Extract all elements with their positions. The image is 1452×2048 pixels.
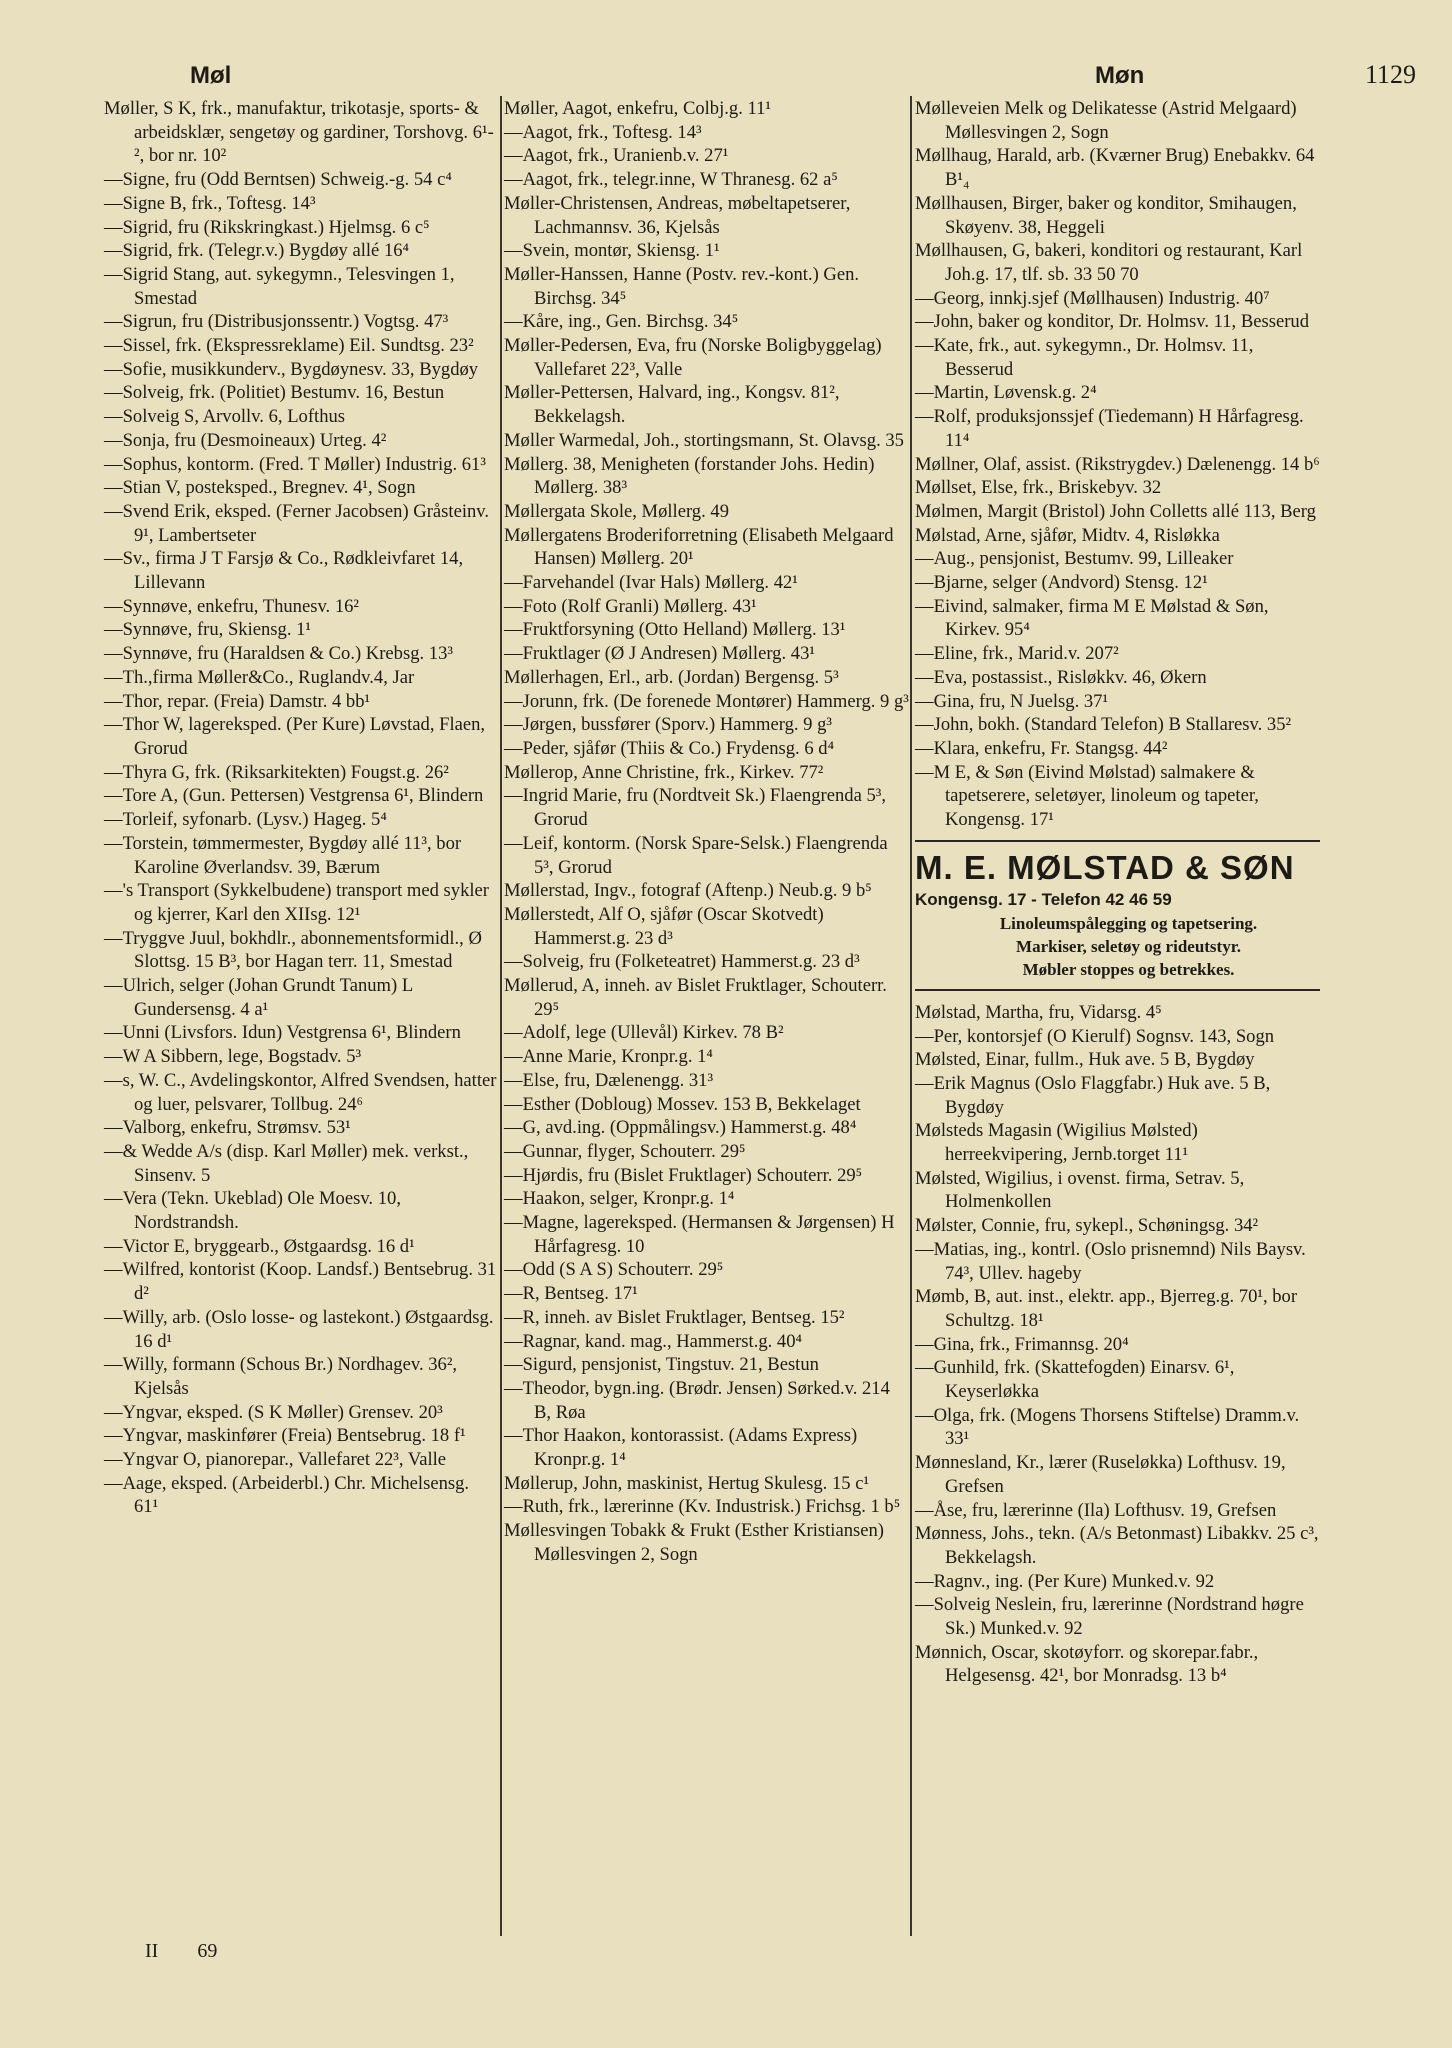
directory-entry: —G, avd.ing. (Oppmålingsv.) Hammerst.g. 48⁴	[504, 1117, 857, 1139]
directory-entry: —Erik Magnus (Oslo Flaggfabr.) Huk ave. 5 B, Bygdøy	[915, 1072, 1271, 1118]
directory-entry: Møller-Hanssen, Hanne (Postv. rev.-kont.) Gen. Birchsg. 34⁵	[504, 263, 860, 309]
directory-entry: Møller-Christensen, Andreas, møbeltapetserer, Lachmannsv. 36, Kjelsås	[504, 192, 851, 238]
directory-entry: —Th.,firma Møller&Co., Ruglandv.4, Jar	[104, 666, 415, 688]
directory-entry: —Thor W, lagereksped. (Per Kure) Løvstad, Flaen, Grorud	[104, 714, 486, 759]
directory-entry: Møllerhagen, Erl., arb. (Jordan) Bergensg. 5³	[504, 666, 839, 688]
directory-entry: —Ragnar, kand. mag., Hammerst.g. 40⁴	[504, 1330, 803, 1352]
directory-entry: —Foto (Rolf Granli) Møllerg. 43¹	[504, 595, 757, 617]
directory-entry: —Sonja, fru (Desmoineaux) Urteg. 4²	[104, 429, 387, 451]
directory-entry: —Gina, fru, N Juelsg. 37¹	[915, 690, 1109, 712]
directory-entry: Møllerstedt, Alf O, sjåfør (Oscar Skotvedt) Hammerst.g. 23 d³	[504, 903, 824, 949]
directory-entry: —Per, kontorsjef (O Kierulf) Sognsv. 143, Sogn	[915, 1025, 1275, 1047]
directory-entry: Mønnesland, Kr., lærer (Ruseløkka) Lofthusv. 19, Grefsen	[915, 1452, 1286, 1497]
directory-entry: —Eivind, salmaker, firma M E Mølstad & Søn, Kirkev. 95⁴	[915, 595, 1269, 641]
directory-entry: Mølster, Connie, fru, sykepl., Schøningsg. 34²	[915, 1215, 1259, 1237]
directory-entry: —Ragnv., ing. (Per Kure) Munked.v. 92	[915, 1570, 1215, 1592]
directory-entry: Møller-Pedersen, Eva, fru (Norske Boligbyggelag) Vallefaret 22³, Valle	[504, 335, 882, 380]
directory-entry: —Sissel, frk. (Ekspressreklame) Eil. Sundtsg. 23²	[104, 335, 474, 357]
directory-entry: —Solveig Neslein, fru, lærerinne (Nordstrand høgre Sk.) Munked.v. 92	[915, 1594, 1304, 1640]
directory-entry: Møllset, Else, frk., Briskebyv. 32	[915, 477, 1162, 499]
directory-entry: —Haakon, selger, Kronpr.g. 1⁴	[504, 1188, 735, 1210]
directory-entry: —Torstein, tømmermester, Bygdøy allé 11³, bor Karoline Øverlandsv. 39, Bærum	[104, 832, 462, 878]
directory-entry: Møller, S K, frk., manufaktur, trikotasje, sports- & arbeidsklær, sengetøy og gardiner, Torshovg. 6¹-², bor nr. 10²	[104, 98, 494, 167]
directory-entry: Mømb, B, aut. inst., elektr. app., Bjerreg.g. 70¹, bor Schultzg. 18¹	[915, 1286, 1298, 1331]
directory-entry: —Signe B, frk., Toftesg. 14³	[104, 192, 316, 214]
directory-entry: —Fruktlager (Ø J Andresen) Møllerg. 43¹	[504, 643, 815, 665]
directory-entry: —Hjørdis, fru (Bislet Fruktlager) Schouterr. 29⁵	[504, 1164, 863, 1186]
directory-entry: —Peder, sjåfør (Thiis & Co.) Frydensg. 6 d⁴	[504, 737, 835, 759]
directory-entry: —Fruktforsyning (Otto Helland) Møllerg. 13¹	[504, 619, 846, 641]
directory-entry: —Sophus, kontorm. (Fred. T Møller) Industrig. 61³	[104, 453, 486, 475]
directory-entry: —Solveig, frk. (Politiet) Bestumv. 16, Bestun	[104, 382, 445, 404]
directory-entry: Møllerop, Anne Christine, frk., Kirkev. 77²	[504, 761, 824, 783]
directory-entry: Møllerud, A, inneh. av Bislet Fruktlager, Schouterr. 29⁵	[504, 975, 887, 1020]
ad-line: Linoleumspålegging og tapetsering.	[999, 913, 1258, 933]
ad-line: Møbler stoppes og betrekkes.	[1022, 959, 1235, 979]
directory-entry: —Synnøve, enkefru, Thunesv. 16²	[104, 595, 360, 617]
directory-entry: —Svend Erik, eksped. (Ferner Jacobsen) Gråsteinv. 9¹, Lambertseter	[104, 500, 490, 546]
directory-entry: —Thyra G, frk. (Riksarkitekten) Fougst.g. 26²	[104, 761, 449, 783]
directory-entry: —Wilfred, kontorist (Koop. Landsf.) Bentsebrug. 31 d²	[104, 1259, 497, 1305]
directory-entry: —Odd (S A S) Schouterr. 29⁵	[504, 1259, 724, 1281]
header-right-keyword: Møn	[1095, 62, 1145, 89]
directory-entry: —Unni (Livsfors. Idun) Vestgrensa 6¹, Blindern	[104, 1022, 461, 1044]
directory-entry: —Victor E, bryggearb., Østgaardsg. 16 d¹	[104, 1235, 415, 1257]
directory-entry: —Stian V, posteksped., Bregnev. 4¹, Sogn	[104, 477, 416, 499]
directory-entry: —Yngvar O, pianorepar., Vallefaret 22³, Valle	[104, 1449, 447, 1471]
directory-entry: Møllergatens Broderiforretning (Elisabeth Melgaard Hansen) Møllerg. 20¹	[504, 524, 894, 570]
directory-entry: —Matias, ing., kontrl. (Oslo prisnemnd) Nils Baysv. 74³, Ullev. hageby	[915, 1238, 1306, 1284]
directory-entry: Mølsted, Wigilius, i ovenst. firma, Setrav. 5, Holmenkollen	[915, 1167, 1245, 1213]
directory-entry: —Willy, arb. (Oslo losse- og lastekont.) Østgaardsg. 16 d¹	[104, 1306, 494, 1352]
page-number: 1129	[1364, 60, 1416, 89]
directory-entry: Mølsted, Einar, fullm., Huk ave. 5 B, Bygdøy	[915, 1049, 1255, 1071]
directory-entry: —Solveig S, Arvollv. 6, Lofthus	[104, 406, 346, 428]
directory-entry: Møller-Pettersen, Halvard, ing., Kongsv. 81², Bekkelagsh.	[504, 382, 840, 428]
directory-entry: —Yngvar, maskinfører (Freia) Bentsebrug. 18 f¹	[104, 1425, 466, 1447]
directory-entry: —Thor Haakon, kontorassist. (Adams Express) Kronpr.g. 1⁴	[504, 1425, 858, 1471]
directory-entry: —Ingrid Marie, fru (Nordtveit Sk.) Flaengrenda 5³, Grorud	[504, 785, 886, 831]
directory-entry: —Farvehandel (Ivar Hals) Møllerg. 42¹	[504, 572, 798, 594]
directory-entry: —Kåre, ing., Gen. Birchsg. 34⁵	[504, 311, 739, 333]
directory-entry: —Vera (Tekn. Ukeblad) Ole Moesv. 10, Nordstrandsh.	[104, 1188, 401, 1234]
directory-entry: —Ruth, frk., lærerinne (Kv. Industrisk.) Frichsg. 1 b⁵	[504, 1496, 901, 1518]
directory-entry: —Adolf, lege (Ullevål) Kirkev. 78 B²	[504, 1022, 784, 1044]
directory-entry: —'s Transport (Sykkelbudene) transport med sykler og kjerrer, Karl den XIIsg. 12¹	[104, 880, 489, 925]
directory-entry: —Aagot, frk., telegr.inne, W Thranesg. 62 a⁵	[504, 169, 838, 191]
ad-contact: Kongensg. 17 - Telefon 42 46 59	[915, 889, 1172, 909]
directory-entry: —M E, & Søn (Eivind Mølstad) salmakere & tapetserere, seletøyer, linoleum og tapeter, Kongensg. 17¹	[915, 761, 1259, 831]
directory-entry: Møllner, Olaf, assist. (Rikstrygdev.) Dælenengg. 14 b⁶	[915, 453, 1320, 475]
directory-entry: —Else, fru, Dælenengg. 31³	[504, 1069, 714, 1091]
directory-entry: Mølstad, Arne, sjåfør, Midtv. 4, Risløkka	[915, 524, 1220, 546]
directory-entry: —Rolf, produksjonssjef (Tiedemann) H Hårfagresg. 11⁴	[915, 406, 1304, 451]
directory-entry: —R, Bentseg. 17¹	[504, 1283, 638, 1305]
directory-entry: Mønness, Johs., tekn. (A/s Betonmast) Libakkv. 25 c³, Bekkelagsh.	[915, 1523, 1319, 1568]
directory-entry: —Sigrid Stang, aut. sykegymn., Telesvingen 1, Smestad	[104, 263, 455, 309]
column-2	[504, 97, 910, 1567]
directory-entry: —Synnøve, fru, Skiensg. 1¹	[104, 619, 312, 641]
directory-entry: —Tore A, (Gun. Pettersen) Vestgrensa 6¹, Blindern	[104, 785, 484, 807]
directory-entry: —Aage, eksped. (Arbeiderbl.) Chr. Michelsensg. 61¹	[104, 1472, 470, 1518]
directory-entry: —Magne, lagereksped. (Hermansen & Jørgensen) H Hårfagresg. 10	[504, 1212, 895, 1257]
directory-entry: —Sigrid, fru (Rikskringkast.) Hjelmsg. 6 c⁵	[104, 216, 430, 238]
column-divider	[910, 96, 912, 1936]
directory-entry: Møllerstad, Ingv., fotograf (Aftenp.) Neub.g. 9 b⁵	[504, 880, 872, 902]
column-3-entries-top	[915, 97, 1320, 832]
directory-entry: —Åse, fru, lærerinne (Ila) Lofthusv. 19, Grefsen	[915, 1499, 1277, 1521]
directory-entry: —Eline, frk., Marid.v. 207²	[915, 643, 1119, 665]
directory-entry: —Eva, postassist., Risløkkv. 46, Økern	[915, 666, 1207, 688]
directory-entry: —Jørgen, bussfører (Sporv.) Hammerg. 9 g³	[504, 714, 832, 736]
directory-entry: —Klara, enkefru, Fr. Stangsg. 44²	[915, 737, 1168, 759]
directory-entry: —Aagot, frk., Uranienb.v. 27¹	[504, 145, 729, 167]
directory-entry: —Torleif, syfonarb. (Lysv.) Hageg. 5⁴	[104, 809, 387, 831]
directory-entry: —Gunhild, frk. (Skattefogden) Einarsv. 6¹, Keyserløkka	[915, 1357, 1235, 1403]
directory-entry: —Sigrid, frk. (Telegr.v.) Bygdøy allé 16⁴	[104, 240, 410, 262]
directory-entry: Møllhausen, Birger, baker og konditor, Smihaugen, Skøyenv. 38, Heggeli	[915, 192, 1297, 238]
directory-entry: Mølleveien Melk og Delikatesse (Astrid Melgaard) Møllesvingen 2, Sogn	[915, 98, 1297, 143]
directory-entry: —Bjarne, selger (Andvord) Stensg. 12¹	[915, 572, 1208, 594]
directory-entry: —Kate, frk., aut. sykegymn., Dr. Holmsv. 11, Besserud	[915, 335, 1254, 380]
directory-entry: —Sigurd, pensjonist, Tingstuv. 21, Bestun	[504, 1354, 819, 1376]
directory-entry: —Yngvar, eksped. (S K Møller) Grensev. 20³	[104, 1401, 443, 1423]
directory-entry: —Ulrich, selger (Johan Grundt Tanum) L Gundersensg. 4 a¹	[104, 975, 413, 1020]
directory-entry: —Aug., pensjonist, Bestumv. 99, Lilleaker	[915, 548, 1234, 570]
directory-entry: —Gunnar, flyger, Schouterr. 29⁵	[504, 1140, 746, 1162]
column-3-entries-bottom	[915, 1001, 1320, 1688]
directory-entry: —Solveig, fru (Folketeatret) Hammerst.g. 23 d³	[504, 951, 860, 973]
directory-entry: —Sigrun, fru (Distribusjonssentr.) Vogtsg. 47³	[104, 311, 449, 333]
directory-entry: —s, W. C., Avdelingskontor, Alfred Svendsen, hatter og luer, pelsvarer, Tollbug. 24⁶	[104, 1069, 497, 1115]
directory-entry: Mølstad, Martha, fru, Vidarsg. 4⁵	[915, 1001, 1162, 1023]
directory-entry: Møllerup, John, maskinist, Hertug Skulesg. 15 c¹	[504, 1472, 870, 1494]
directory-entry: —Synnøve, fru (Haraldsen & Co.) Krebsg. 13³	[104, 643, 453, 665]
directory-entry: —John, bokh. (Standard Telefon) B Stallaresv. 35²	[915, 714, 1292, 736]
directory-entry: —Sofie, musikkunderv., Bygdøynesv. 33, Bygdøy	[104, 358, 479, 380]
directory-entry: Møllesvingen Tobakk & Frukt (Esther Kristiansen) Møllesvingen 2, Sogn	[504, 1520, 884, 1565]
footer-number: 69	[197, 1940, 218, 1962]
directory-entry: —Tryggve Juul, bokhdlr., abonnementsformidl., Ø Slottsg. 15 B³, bor Hagan terr. 11, Smestad	[104, 927, 482, 973]
directory-entry: Mønnich, Oscar, skotøyforr. og skorepar.fabr., Helgesensg. 42¹, bor Monradsg. 13 b⁴	[915, 1641, 1259, 1687]
directory-entry: Mølsteds Magasin (Wigilius Mølsted) herreekvipering, Jernb.torget 11¹	[915, 1120, 1198, 1166]
column-1	[104, 97, 497, 1519]
directory-entry: Møller Warmedal, Joh., stortingsmann, St. Olavsg. 35	[504, 429, 904, 451]
directory-entry: —Martin, Løvensk.g. 2⁴	[915, 382, 1097, 404]
directory-entry: —Sv., firma J T Farsjø & Co., Rødkleivfaret 14, Lillevann	[104, 548, 464, 594]
directory-entry: Møller, Aagot, enkefru, Colbj.g. 11¹	[504, 98, 771, 119]
directory-entry: —Olga, frk. (Mogens Thorsens Stiftelse) Dramm.v. 33¹	[915, 1404, 1300, 1450]
directory-entry: —Gina, frk., Frimannsg. 20⁴	[915, 1333, 1129, 1355]
directory-entry: Møllhaug, Harald, arb. (Kværner Brug) Enebakkv. 64 B¹₄	[915, 145, 1315, 191]
directory-entry: —Willy, formann (Schous Br.) Nordhagev. 36², Kjelsås	[104, 1354, 458, 1399]
directory-entry: —W A Sibbern, lege, Bogstadv. 5³	[104, 1046, 362, 1068]
directory-entry: —John, baker og konditor, Dr. Holmsv. 11, Besserud	[915, 311, 1309, 333]
directory-entry: —Leif, kontorm. (Norsk Spare-Selsk.) Flaengrenda 5³, Grorud	[504, 832, 888, 878]
directory-entry: —Theodor, bygn.ing. (Brødr. Jensen) Sørked.v. 214 B, Røa	[504, 1377, 890, 1423]
directory-entry: —Jorunn, frk. (De forenede Montører) Hammerg. 9 g³	[504, 690, 909, 712]
ad-line: Markiser, seletøy og rideutstyr.	[1016, 936, 1241, 956]
directory-entry: —Valborg, enkefru, Strømsv. 53¹	[104, 1117, 351, 1139]
directory-entry: Møllhausen, G, bakeri, konditori og restaurant, Karl Joh.g. 17, tlf. sb. 33 50 70	[915, 240, 1303, 285]
column-divider	[500, 96, 502, 1936]
directory-entry: —Aagot, frk., Toftesg. 14³	[504, 121, 702, 143]
directory-entry: Mølmen, Margit (Bristol) John Colletts allé 113, Berg	[915, 500, 1316, 522]
advertisement-box	[915, 840, 1320, 991]
directory-entry: Møllerg. 38, Menigheten (forstander Johs. Hedin) Møllerg. 38³	[504, 453, 875, 499]
directory-entry: —& Wedde A/s (disp. Karl Møller) mek. verkst., Sinsenv. 5	[104, 1140, 469, 1186]
directory-entry: —Signe, fru (Odd Berntsen) Schweig.-g. 54 c⁴	[104, 169, 452, 191]
directory-entry: —R, inneh. av Bislet Fruktlager, Bentseg. 15²	[504, 1306, 845, 1328]
footer-roman: II	[145, 1940, 159, 1962]
footer	[145, 1940, 251, 1963]
directory-entry: —Anne Marie, Kronpr.g. 1⁴	[504, 1046, 713, 1068]
directory-entry: —Georg, innkj.sjef (Møllhausen) Industrig. 40⁷	[915, 287, 1270, 309]
column-3	[915, 97, 1320, 1688]
directory-entry: —Thor, repar. (Freia) Damstr. 4 bb¹	[104, 690, 371, 712]
header-left-keyword: Møl	[190, 62, 232, 89]
ad-title: M. E. MØLSTAD & SØN	[915, 848, 1295, 886]
directory-entry: —Svein, montør, Skiensg. 1¹	[504, 240, 720, 262]
directory-entry: Møllergata Skole, Møllerg. 49	[504, 500, 729, 522]
directory-entry: —Esther (Dobloug) Mossev. 153 B, Bekkelaget	[504, 1093, 861, 1115]
